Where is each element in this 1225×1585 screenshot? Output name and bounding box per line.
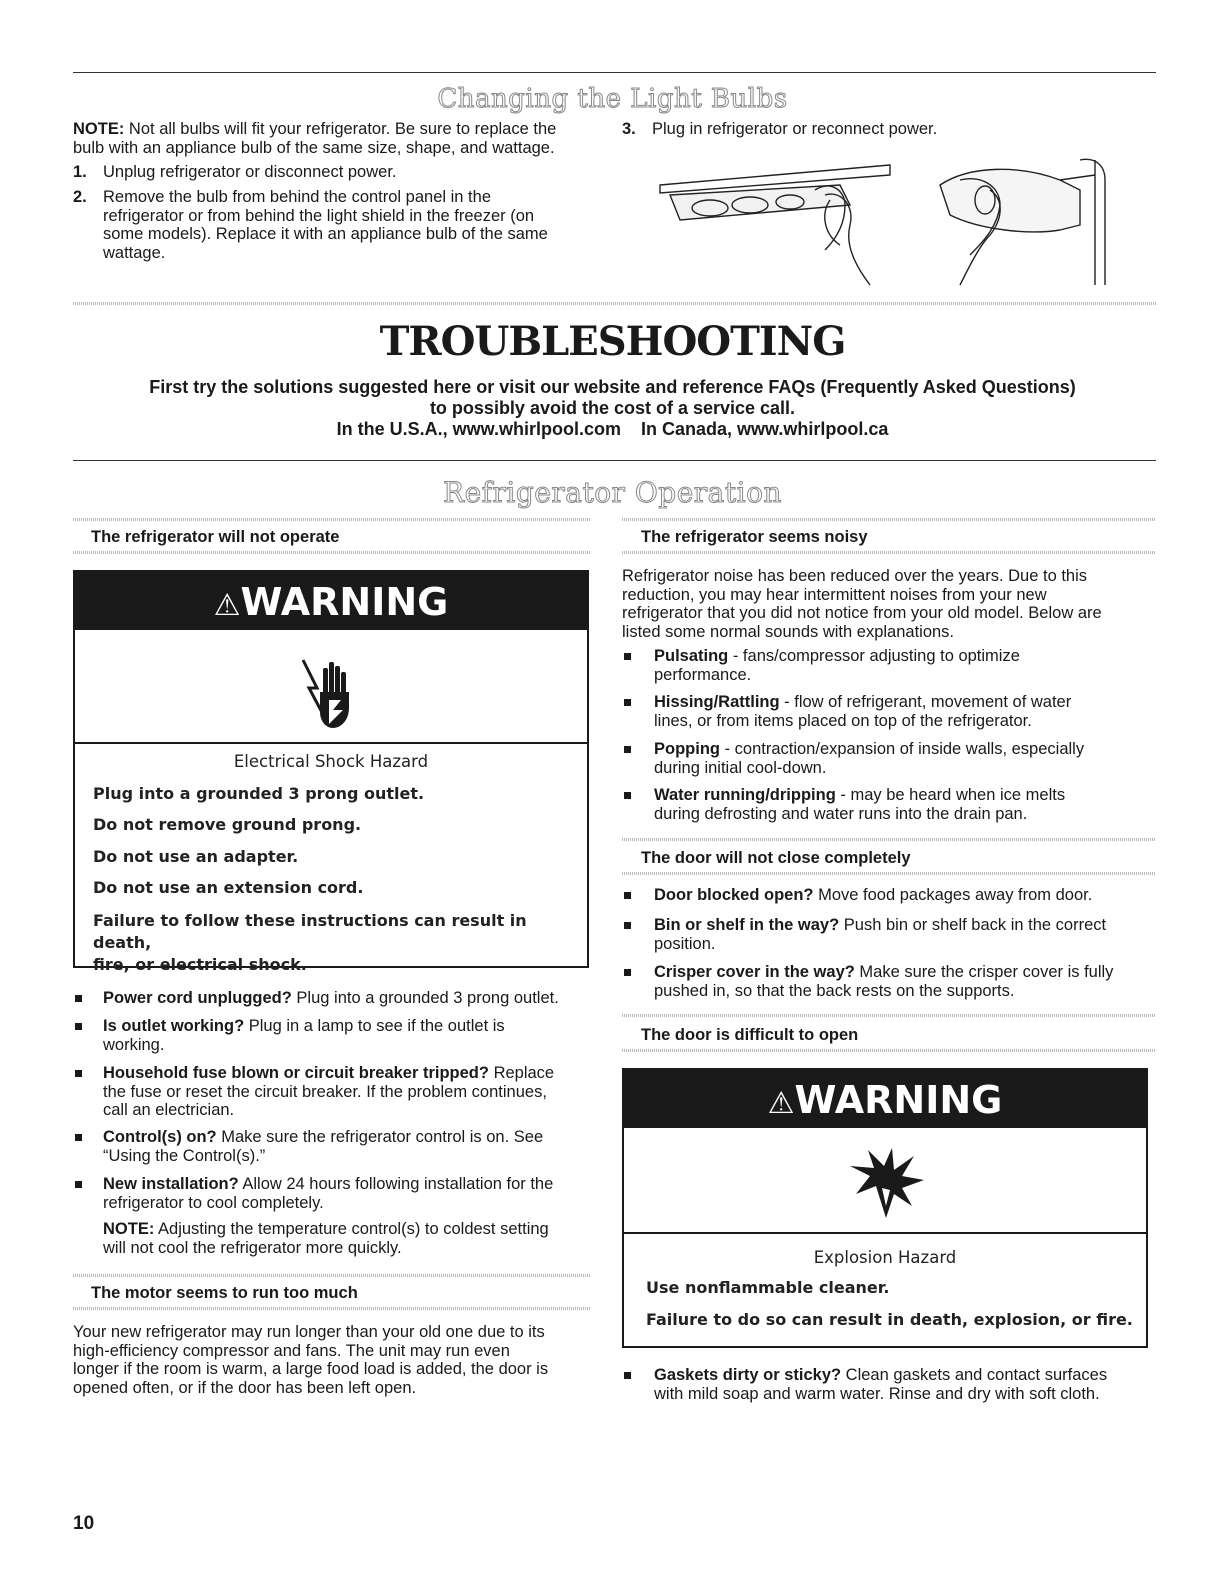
warning-banner [624,1070,1146,1128]
bulb-replacement-illustration [640,145,1130,290]
warning-line-part: fire, or electrical shock. [93,955,307,974]
list-item-text: Make sure the refrigerator control is on. See [216,1128,544,1146]
troubleshooting-intro [0,377,1225,440]
bullet-marker [624,892,631,899]
list-item-text: pushed in, so that the back rests on the supports. [654,981,1015,1000]
warning-icon-area [75,630,587,744]
list-item-text: Allow 24 hours following installation for the [238,1175,554,1193]
list-item-text: Plug into a grounded 3 prong outlet. [291,989,559,1007]
dotted-divider [73,1307,591,1310]
hazard-title: Electrical Shock Hazard [233,752,429,771]
list-item [654,963,1154,1000]
list-item-label: Household fuse blown or circuit breaker tripped? [103,1064,489,1082]
list-item-text: Push bin or shelf back in the correct [839,916,1107,934]
intro-line: First try the solutions suggested here or visit our website and reference FAQs (Frequently Asked Questions) [149,377,1076,397]
bullet-marker [75,1181,82,1188]
paragraph-line: reduction, you may hear intermittent noises from your new [622,585,1047,604]
warning-line: Plug into a grounded 3 prong outlet. [93,784,425,803]
hazard-title: Explosion Hazard [813,1248,957,1267]
list-item-text: - contraction/expansion of inside walls, especially [719,740,1085,758]
list-item-text: - flow of refrigerant, movement of water [779,693,1072,711]
bullet-marker [624,969,631,976]
step-line: Plug in refrigerator or reconnect power. [652,120,938,138]
list-item-label: Is outlet working? [103,1017,245,1035]
paragraph-line: longer if the room is warm, a large food load is added, the door is [73,1360,549,1378]
heading-will-not-operate: The refrigerator will not operate [91,528,340,546]
note-text: Adjusting the temperature control(s) to coldest setting [154,1220,549,1238]
list-item-label: Water running/dripping [654,786,836,804]
bullet-marker [75,1023,82,1030]
list-item [103,1175,593,1212]
dotted-divider [622,1049,1156,1052]
heading-door-close: The door will not close completely [641,849,911,867]
list-item-text: Plug in a lamp to see if the outlet is [244,1017,505,1035]
bullet-marker [624,922,631,929]
list-item-text: Replace [488,1064,555,1082]
dotted-divider [622,518,1156,521]
list-item-label: New installation? [103,1175,239,1193]
note-label: NOTE: [103,1220,155,1238]
note-text-2: bulb with an appliance bulb of the same size, shape, and wattage. [73,138,555,157]
page-title: TROUBLESHOOTING [379,318,846,365]
warning-triangle-icon: ⚠ [767,1086,795,1121]
section-title-light-bulbs: Changing the Light Bulbs [437,84,788,114]
dotted-divider [73,302,1156,305]
bullet-marker [624,792,631,799]
intro-line: In the U.S.A., www.whirlpool.com In Canada, www.whirlpool.ca [336,419,889,439]
step-number: 2. [73,188,87,206]
list-item-text: working. [103,1035,165,1054]
list-item-text: during initial cool-down. [654,758,827,777]
page-number: 10 [73,1513,95,1534]
bullet-marker [75,995,82,1002]
paragraph-line: listed some normal sounds with explanations. [622,622,955,641]
list-item-text: during defrosting and water runs into the drain pan. [654,804,1028,823]
list-item-text: Make sure the crisper cover is fully [854,963,1114,981]
list-item-label: Hissing/Rattling [654,693,780,711]
dotted-divider [73,1274,591,1277]
heading-motor-runs: The motor seems to run too much [91,1284,358,1302]
heading-door-open: The door is difficult to open [641,1026,859,1044]
warning-line: Do not use an adapter. [93,847,299,866]
note-label: NOTE: [73,120,125,138]
warning-icon-area [624,1128,1146,1234]
dotted-divider [622,838,1156,841]
paragraph-line: opened often, or if the door has been left open. [73,1378,417,1397]
list-item-text: “Using the Control(s).” [103,1146,266,1165]
motor-paragraph [73,1323,593,1397]
step-line: refrigerator or from behind the light shield in the freezer (on [103,206,535,225]
dotted-divider [73,518,591,521]
top-rule [73,72,1156,73]
explosion-warning-box [622,1068,1148,1348]
list-item [103,1128,593,1165]
list-item-label: Door blocked open? [654,886,814,904]
paragraph-line: Your new refrigerator may run longer than your old one due to its [73,1323,545,1341]
warning-line: Use nonflammable cleaner. [646,1278,890,1297]
step-line: Remove the bulb from behind the control panel in the [103,188,491,206]
dotted-divider [622,1014,1156,1017]
warning-line: Failure to do so can result in death, explosion, or fire. [646,1310,1133,1329]
list-item-text: the fuse or reset the circuit breaker. If the problem continues, [103,1082,547,1101]
section-rule [73,460,1156,461]
warning-banner-text: WARNING [794,1078,1003,1122]
dotted-divider [73,551,591,554]
warning-line: Do not remove ground prong. [93,815,362,834]
new-installation-note [103,1220,593,1257]
list-item [103,1017,593,1054]
list-item-text: performance. [654,665,752,684]
list-item-label: Bin or shelf in the way? [654,916,840,934]
note-text: Not all bulbs will fit your refrigerator. Be sure to replace the [124,120,557,138]
step-number: 3. [622,120,636,138]
note-text: will not cool the refrigerator more quickly. [103,1238,402,1257]
list-item-label: Control(s) on? [103,1128,217,1146]
list-item [654,647,1154,684]
step-number: 1. [73,163,87,181]
list-item-text: Clean gaskets and contact surfaces [841,1366,1108,1384]
bullet-marker [75,1070,82,1077]
list-item-label: Gaskets dirty or sticky? [654,1366,842,1384]
list-item [654,1366,1154,1403]
list-item-text: with mild soap and warm water. Rinse and dry with soft cloth. [654,1384,1100,1403]
warning-triangle-icon: ⚠ [213,588,241,623]
warning-banner-text: WARNING [240,580,449,624]
light-bulb-note [73,120,603,157]
list-item [654,916,1154,953]
list-item [103,1064,593,1120]
bullet-marker [624,699,631,706]
bullet-marker [624,653,631,660]
step-text [652,120,1152,139]
intro-line: to possibly avoid the cost of a service call. [429,398,796,418]
list-item [654,693,1154,730]
list-item-text: call an electrician. [103,1101,235,1119]
dotted-divider [622,551,1156,554]
list-item-text: - may be heard when ice melts [835,786,1066,804]
electrical-shock-icon [295,648,365,730]
warning-banner [75,572,587,630]
explosion-icon [846,1146,926,1218]
list-item [654,740,1154,777]
step-line: wattage. [103,243,166,262]
heading-noisy: The refrigerator seems noisy [641,528,868,546]
bullet-marker [624,746,631,753]
list-item-text: refrigerator to cool completely. [103,1193,324,1212]
noisy-paragraph [622,567,1156,641]
list-item-label: Pulsating [654,647,729,665]
warning-line [93,910,587,976]
step-text [103,188,603,262]
electrical-warning-box [73,570,589,974]
list-item-text: lines, or from items placed on top of the refrigerator. [654,711,1032,730]
section-title-operation: Refrigerator Operation [443,476,782,509]
list-item-text: - fans/compressor adjusting to optimize [728,647,1020,665]
list-item-label: Crisper cover in the way? [654,963,855,981]
list-item-text: Move food packages away from door. [813,886,1093,904]
bullet-marker [75,1134,82,1141]
list-item [654,786,1154,823]
step-line: some models). Replace it with an appliance bulb of the same [103,225,548,243]
paragraph-line: refrigerator that you did not notice from your old model. Below are [622,604,1102,622]
list-item [654,886,1154,905]
warning-line: Do not use an extension cord. [93,878,364,897]
dotted-divider [622,872,1156,875]
paragraph-line: Refrigerator noise has been reduced over the years. Due to this [622,567,1088,585]
list-item-label: Popping [654,740,720,758]
warning-line-part: Failure to follow these instructions can result in death, [93,911,527,952]
step-text [103,163,603,182]
step-line: Unplug refrigerator or disconnect power. [103,163,397,181]
list-item [103,989,593,1008]
list-item-label: Power cord unplugged? [103,989,292,1007]
bullet-marker [624,1372,631,1379]
list-item-text: position. [654,934,716,953]
paragraph-line: high-efficiency compressor and fans. The unit may run even [73,1341,510,1360]
